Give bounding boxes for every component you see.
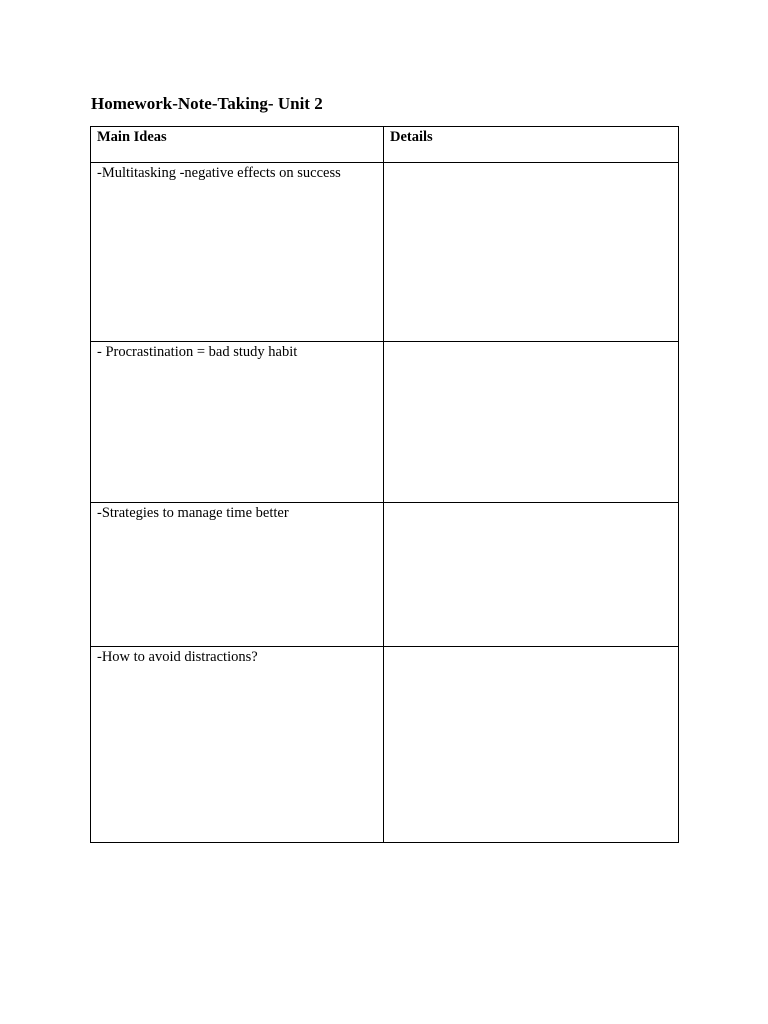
page-title: Homework-Note-Taking- Unit 2 <box>91 94 323 113</box>
table-row <box>91 647 679 843</box>
details-cell[interactable] <box>384 163 679 342</box>
main-idea-cell: -Multitasking -negative effects on success <box>91 163 384 342</box>
header-details: Details <box>384 127 679 163</box>
notes-table <box>90 126 679 843</box>
main-idea-cell: -Strategies to manage time better <box>91 503 384 647</box>
table-header-row <box>91 127 679 163</box>
main-idea-cell: -How to avoid distractions? <box>91 647 384 843</box>
details-cell[interactable] <box>384 503 679 647</box>
details-cell[interactable] <box>384 647 679 843</box>
main-idea-cell: - Procrastination = bad study habit <box>91 342 384 503</box>
header-main-ideas: Main Ideas <box>91 127 384 163</box>
table-row <box>91 503 679 647</box>
details-cell[interactable] <box>384 342 679 503</box>
table-row <box>91 163 679 342</box>
table-row <box>91 342 679 503</box>
